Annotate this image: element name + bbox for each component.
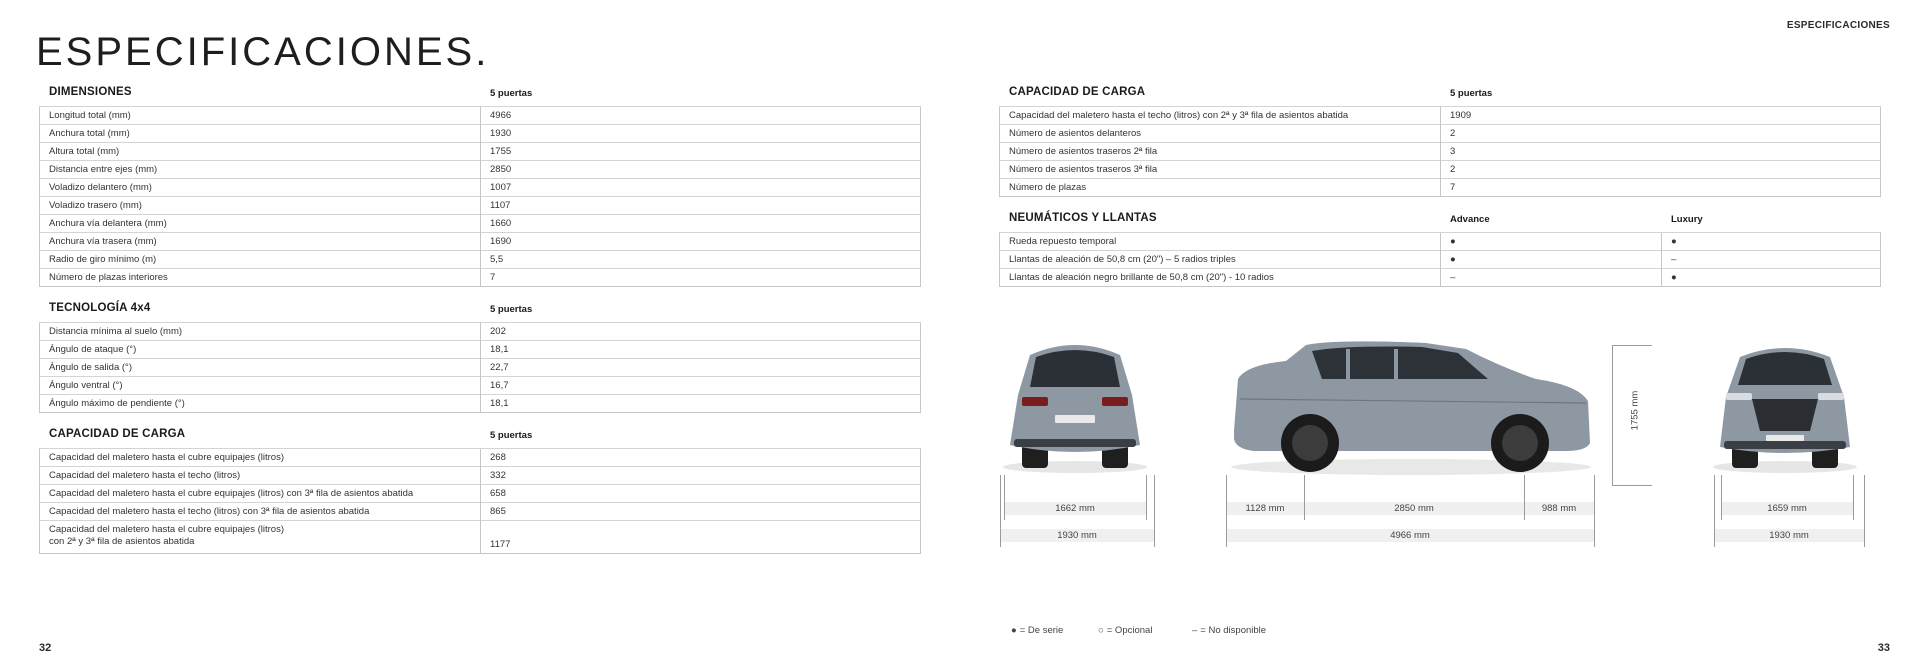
table-row [40,269,921,287]
extension-line [1864,475,1865,547]
row-value: 2850 [481,161,921,179]
table-row [40,233,921,251]
front-overhang-label: 1128 mm [1245,503,1285,514]
row-value: ● [1441,233,1662,251]
extension-line [1146,475,1147,520]
row-label: Ángulo de salida (°) [40,359,481,377]
carga1-block [39,424,921,554]
row-value: – [1662,251,1881,269]
extension-line [1853,475,1854,520]
table-row [40,521,921,554]
row-label: Ángulo máximo de pendiente (°) [40,395,481,413]
table-row [40,215,921,233]
table-row [40,323,921,341]
legend-na-text: = No disponible [1200,625,1267,636]
height-dimension-tick [1612,345,1652,346]
carga2-block [999,82,1881,197]
table-row [40,251,921,269]
row-value: 18,1 [481,341,921,359]
neumaticos-block [999,208,1881,287]
row-value: 18,1 [481,395,921,413]
neumaticos-col-advance: Advance [1450,214,1490,225]
tecnologia-col-header: 5 puertas [490,304,533,315]
rear-track-label: 1662 mm [1055,503,1095,514]
table-row [1000,179,1881,197]
row-label: Anchura total (mm) [40,125,481,143]
table-row [40,197,921,215]
row-value: 1007 [481,179,921,197]
row-label: Voladizo trasero (mm) [40,197,481,215]
table-row [40,161,921,179]
row-value: ● [1441,251,1662,269]
tecnologia-table [39,322,921,413]
height-dimension-line [1612,345,1613,485]
row-label: Distancia entre ejes (mm) [40,161,481,179]
dimensiones-header [39,82,921,106]
row-value: 1107 [481,197,921,215]
extension-line [1594,475,1595,547]
row-value: 5,5 [481,251,921,269]
row-label: Número de asientos delanteros [1000,125,1441,143]
row-label: Voladizo delantero (mm) [40,179,481,197]
page-number-right: 33 [1877,642,1890,654]
neumaticos-col-luxury: Luxury [1671,214,1703,225]
row-value: 4966 [481,107,921,125]
row-value: 3 [1441,143,1881,161]
page-title: ESPECIFICACIONES. [36,30,490,74]
table-row [1000,161,1881,179]
row-value: ● [1662,233,1881,251]
table-row [1000,233,1881,251]
dimensiones-table [39,106,921,287]
row-value: 22,7 [481,359,921,377]
table-row [40,341,921,359]
section-header: ESPECIFICACIONES [1786,20,1890,31]
table-row [1000,143,1881,161]
carga2-title: CAPACIDAD DE CARGA [1009,86,1146,98]
row-label: Longitud total (mm) [40,107,481,125]
row-label: Capacidad del maletero hasta el cubre equipajes (litros) con 3ª fila de asientos abatida [40,485,481,503]
carga1-col-header: 5 puertas [490,430,533,441]
neumaticos-header [999,208,1881,232]
table-row [1000,125,1881,143]
row-value: 658 [481,485,921,503]
front-track-label: 1659 mm [1767,503,1807,514]
row-label: Número de plazas [1000,179,1441,197]
table-row [40,107,921,125]
table-row [40,449,921,467]
carga1-title: CAPACIDAD DE CARGA [49,428,186,440]
car-side-view-image [1226,339,1596,479]
row-value: 2 [1441,161,1881,179]
row-label: Número de asientos traseros 3ª fila [1000,161,1441,179]
row-label [40,521,481,554]
row-label-line: con 2ª y 3ª fila de asientos abatida [49,536,195,547]
row-value: 202 [481,323,921,341]
row-value: 1755 [481,143,921,161]
row-value: 1909 [1441,107,1881,125]
table-row [40,359,921,377]
legend-standard-text: = De serie [1019,625,1064,636]
table-row [40,125,921,143]
car-rear-view-image [1000,335,1150,475]
row-label: Número de asientos traseros 2ª fila [1000,143,1441,161]
carga2-table [999,106,1881,197]
rear-overhang-label: 988 mm [1541,503,1577,514]
legend-na [1192,625,1266,636]
row-value: 2 [1441,125,1881,143]
legend-optional-text: = Opcional [1106,625,1153,636]
row-value: 1177 [481,521,921,554]
table-row [1000,269,1881,287]
neumaticos-title: NEUMÁTICOS Y LLANTAS [1009,212,1157,224]
row-label: Capacidad del maletero hasta el cubre equipajes (litros) [40,449,481,467]
carga1-table [39,448,921,554]
wheelbase-label: 2850 mm [1394,503,1434,514]
table-row [1000,251,1881,269]
table-row [40,467,921,485]
row-label: Llantas de aleación negro brillante de 50,8 cm (20") - 10 radios [1000,269,1441,287]
length-label: 4966 mm [1390,530,1430,541]
table-row [40,377,921,395]
row-label: Capacidad del maletero hasta el techo (litros) [40,467,481,485]
row-label: Ángulo de ataque (°) [40,341,481,359]
standard-dot-icon: ● [1011,625,1017,636]
table-row [40,395,921,413]
optional-circle-icon: ○ [1098,625,1104,636]
row-label: Anchura vía trasera (mm) [40,233,481,251]
row-label: Capacidad del maletero hasta el techo (litros) con 2ª y 3ª fila de asientos abatida [1000,107,1441,125]
row-value: 1930 [481,125,921,143]
carga2-col-header: 5 puertas [1450,88,1493,99]
row-value: 1690 [481,233,921,251]
row-label: Número de plazas interiores [40,269,481,287]
carga2-header [999,82,1881,106]
dimensions-drawing [980,325,1900,555]
table-row [40,179,921,197]
tecnologia-block [39,298,921,413]
dimensiones-block [39,82,921,287]
row-label: Rueda repuesto temporal [1000,233,1441,251]
legend-standard [1011,625,1063,636]
front-width-label: 1930 mm [1769,530,1809,541]
row-value: 865 [481,503,921,521]
row-label: Anchura vía delantera (mm) [40,215,481,233]
table-row [40,143,921,161]
dimensiones-col-header: 5 puertas [490,88,533,99]
row-value: ● [1662,269,1881,287]
height-dimension-tick [1612,485,1652,486]
dimensiones-title: DIMENSIONES [49,86,132,98]
extension-line [1154,475,1155,547]
neumaticos-table [999,232,1881,287]
not-available-dash-icon: – [1192,625,1198,636]
legend-optional [1098,625,1152,636]
row-label: Llantas de aleación de 50,8 cm (20") – 5 radios triples [1000,251,1441,269]
carga1-header [39,424,921,448]
row-value: 332 [481,467,921,485]
row-label-line: Capacidad del maletero hasta el cubre equipajes (litros) [49,524,284,535]
row-value: 7 [1441,179,1881,197]
tecnologia-header [39,298,921,322]
row-value: 1660 [481,215,921,233]
table-row [1000,107,1881,125]
row-value: 268 [481,449,921,467]
row-label: Altura total (mm) [40,143,481,161]
row-value: – [1441,269,1662,287]
height-label: 1755 mm [1629,390,1641,431]
table-row [40,503,921,521]
row-label: Radio de giro mínimo (m) [40,251,481,269]
tecnologia-title: TECNOLOGÍA 4x4 [49,302,151,314]
page-number-left: 32 [39,642,52,654]
row-value: 16,7 [481,377,921,395]
car-front-view-image [1710,335,1860,475]
row-label: Capacidad del maletero hasta el techo (litros) con 3ª fila de asientos abatida [40,503,481,521]
row-label: Distancia mínima al suelo (mm) [40,323,481,341]
row-label: Ángulo ventral (°) [40,377,481,395]
row-value: 7 [481,269,921,287]
table-row [40,485,921,503]
rear-width-label: 1930 mm [1057,530,1097,541]
